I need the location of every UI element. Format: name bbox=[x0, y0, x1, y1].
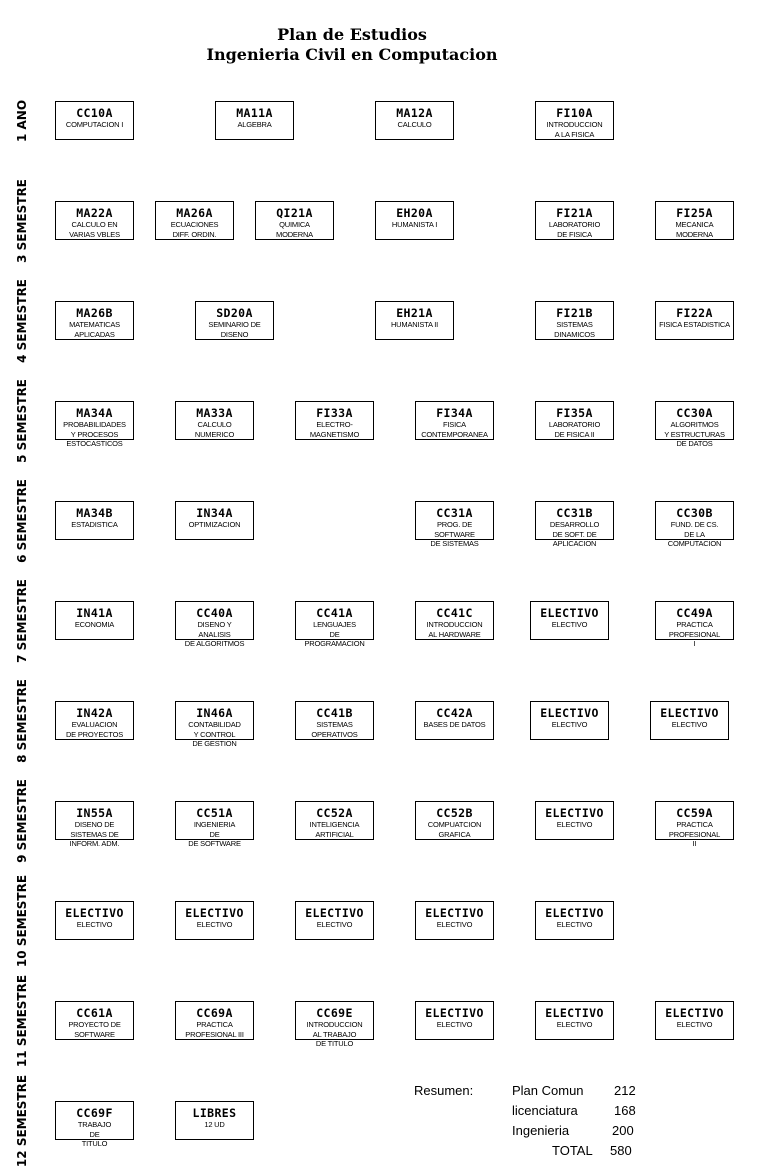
course-code: MA11A bbox=[236, 106, 273, 120]
course-code: MA22A bbox=[76, 206, 113, 220]
course-box bbox=[55, 1001, 134, 1040]
course-name: DESARROLLO DE SOFT. DE APLICACION bbox=[549, 520, 600, 548]
course-box bbox=[650, 701, 729, 740]
course-box bbox=[415, 501, 494, 548]
course-code: CC69E bbox=[316, 1006, 353, 1020]
course-name: MATEMATICAS APLICADAS bbox=[69, 320, 120, 339]
course-code: CC41A bbox=[316, 606, 353, 620]
course-name: ALGEBRA bbox=[237, 120, 272, 129]
course-name: LENGUAJES DE PROGRAMACION bbox=[304, 620, 365, 648]
course-name: ELECTIVO bbox=[676, 1020, 713, 1029]
course-box bbox=[535, 801, 614, 840]
course-code: ELECTIVO bbox=[545, 1006, 604, 1020]
course-name: ELECTRO- MAGNETISMO bbox=[309, 420, 360, 439]
course-box bbox=[55, 701, 134, 740]
course-code: ELECTIVO bbox=[65, 906, 124, 920]
course-name: TRABAJO DE TITULO bbox=[77, 1120, 112, 1148]
summary-label-ingenieria: Ingenieria bbox=[512, 1123, 570, 1138]
course-code: CC42A bbox=[436, 706, 473, 720]
row-label-text: 5 SEMESTRE bbox=[15, 379, 29, 463]
course-name: INTELIGENCIA ARTIFICIAL bbox=[309, 820, 360, 839]
course-name: LABORATORIO DE FISICA II bbox=[548, 420, 601, 439]
summary-label-total: TOTAL bbox=[552, 1143, 593, 1158]
row-label bbox=[0, 371, 44, 471]
course-code: ELECTIVO bbox=[545, 906, 604, 920]
course-name: ECONOMIA bbox=[74, 620, 115, 629]
course-code: CC52B bbox=[436, 806, 473, 820]
course-code: QI21A bbox=[276, 206, 313, 220]
course-code: CC61A bbox=[76, 1006, 113, 1020]
course-name: CALCULO bbox=[397, 120, 432, 129]
row-label-text: 1 ANO bbox=[15, 99, 29, 143]
course-box bbox=[535, 501, 614, 548]
course-box bbox=[175, 601, 254, 648]
course-name: ELECTIVO bbox=[556, 1020, 593, 1029]
row-label-text: 11 SEMESTRE bbox=[15, 974, 29, 1068]
course-code: FI33A bbox=[316, 406, 353, 420]
course-name: MECANICA MODERNA bbox=[675, 220, 714, 239]
course-box bbox=[55, 201, 134, 240]
summary-label-plan-comun: Plan Comun bbox=[512, 1083, 584, 1098]
course-box bbox=[175, 901, 254, 940]
course-name: PROG. DE SOFTWARE DE SISTEMAS bbox=[430, 520, 479, 548]
course-box bbox=[655, 601, 734, 648]
course-code: MA26A bbox=[176, 206, 213, 220]
row-label-text: 9 SEMESTRE bbox=[15, 779, 29, 863]
row-label bbox=[0, 771, 44, 871]
course-code: ELECTIVO bbox=[425, 906, 484, 920]
course-code: IN55A bbox=[76, 806, 113, 820]
course-code: MA34B bbox=[76, 506, 113, 520]
row-label-text: 7 SEMESTRE bbox=[15, 579, 29, 663]
course-code: CC49A bbox=[676, 606, 713, 620]
course-box bbox=[55, 401, 134, 448]
row-label-text: 12 SEMESTRE bbox=[15, 1074, 29, 1168]
row-label-text: 3 SEMESTRE bbox=[15, 179, 29, 263]
course-name: ALGORITMOS Y ESTRUCTURAS DE DATOS bbox=[664, 420, 725, 448]
course-code: CC41C bbox=[436, 606, 473, 620]
course-name: SISTEMAS DINAMICOS bbox=[554, 320, 595, 339]
course-name: ELECTIVO bbox=[556, 920, 593, 929]
row-label bbox=[0, 1071, 44, 1171]
course-box bbox=[295, 801, 374, 840]
row-label-text: 4 SEMESTRE bbox=[15, 279, 29, 363]
course-box bbox=[295, 1001, 374, 1048]
course-code: CC41B bbox=[316, 706, 353, 720]
course-name: PRACTICA PROFESIONAL I bbox=[668, 620, 721, 648]
course-name: PROBABILIDADES Y PROCESOS ESTOCASTICOS bbox=[63, 420, 126, 448]
course-code: CC10A bbox=[76, 106, 113, 120]
course-box bbox=[175, 701, 254, 748]
course-code: CC51A bbox=[196, 806, 233, 820]
course-box bbox=[375, 301, 454, 340]
course-code: EH21A bbox=[396, 306, 433, 320]
course-name: DISENO DE SISTEMAS DE INFORM. ADM. bbox=[69, 820, 120, 848]
course-box bbox=[55, 901, 134, 940]
course-code: IN34A bbox=[196, 506, 233, 520]
course-name: ELECTIVO bbox=[551, 620, 588, 629]
course-code: ELECTIVO bbox=[540, 706, 599, 720]
course-code: CC52A bbox=[316, 806, 353, 820]
course-name: 12 UD bbox=[204, 1120, 225, 1129]
course-name: OPTIMIZACION bbox=[188, 520, 241, 529]
course-code: CC31A bbox=[436, 506, 473, 520]
course-name: CONTABILIDAD Y CONTROL DE GESTION bbox=[188, 720, 241, 748]
course-box bbox=[295, 901, 374, 940]
course-code: ELECTIVO bbox=[305, 906, 364, 920]
course-name: ELECTIVO bbox=[551, 720, 588, 729]
row-label-text: 8 SEMESTRE bbox=[15, 679, 29, 763]
course-box bbox=[655, 301, 734, 340]
row-label bbox=[0, 971, 44, 1071]
course-name: ELECTIVO bbox=[316, 920, 353, 929]
course-code: SD20A bbox=[216, 306, 253, 320]
course-name: INTRODUCCION A LA FISICA bbox=[546, 120, 603, 139]
course-box bbox=[175, 401, 254, 440]
course-box bbox=[415, 801, 494, 840]
course-box bbox=[255, 201, 334, 240]
row-label bbox=[0, 671, 44, 771]
course-code: ELECTIVO bbox=[660, 706, 719, 720]
course-code: CC69F bbox=[76, 1106, 113, 1120]
course-name: CALCULO NUMERICO bbox=[194, 420, 235, 439]
course-name: PROYECTO DE SOFTWARE bbox=[68, 1020, 121, 1039]
course-code: CC30A bbox=[676, 406, 713, 420]
course-code: EH20A bbox=[396, 206, 433, 220]
course-code: IN42A bbox=[76, 706, 113, 720]
course-box bbox=[655, 201, 734, 240]
course-name: COMPUATCION GRAFICA bbox=[427, 820, 482, 839]
course-box bbox=[655, 501, 734, 548]
course-code: MA26B bbox=[76, 306, 113, 320]
course-code: ELECTIVO bbox=[425, 1006, 484, 1020]
course-box bbox=[535, 901, 614, 940]
course-box bbox=[55, 101, 134, 140]
course-box bbox=[55, 601, 134, 640]
course-code: MA33A bbox=[196, 406, 233, 420]
course-name: LABORATORIO DE FISICA bbox=[548, 220, 601, 239]
course-box bbox=[295, 401, 374, 440]
course-name: INTRODUCCION AL HARDWARE bbox=[426, 620, 483, 639]
course-code: FI35A bbox=[556, 406, 593, 420]
course-box bbox=[415, 401, 494, 440]
course-name: EVALUACION DE PROYECTOS bbox=[65, 720, 124, 739]
row-label bbox=[0, 171, 44, 271]
course-code: CC30B bbox=[676, 506, 713, 520]
course-box bbox=[535, 1001, 614, 1040]
course-box bbox=[55, 501, 134, 540]
course-box bbox=[215, 101, 294, 140]
course-box bbox=[530, 701, 609, 740]
course-name: ELECTIVO bbox=[556, 820, 593, 829]
summary-value-licenciatura: 168 bbox=[614, 1103, 636, 1118]
course-box bbox=[295, 601, 374, 648]
course-name: FISICA CONTEMPORANEA bbox=[421, 420, 488, 439]
course-name: PRACTICA PROFESIONAL III bbox=[185, 1020, 244, 1039]
course-code: FI21B bbox=[556, 306, 593, 320]
course-box bbox=[655, 401, 734, 448]
course-box bbox=[535, 201, 614, 240]
course-code: CC31B bbox=[556, 506, 593, 520]
summary-heading: Resumen: bbox=[414, 1083, 474, 1098]
course-name: ELECTIVO bbox=[671, 720, 708, 729]
course-code: CC69A bbox=[196, 1006, 233, 1020]
row-label bbox=[0, 71, 44, 171]
course-name: PRACTICA PROFESIONAL II bbox=[668, 820, 721, 848]
course-code: FI34A bbox=[436, 406, 473, 420]
course-name: SISTEMAS OPERATIVOS bbox=[311, 720, 358, 739]
course-name: INGENIERIA DE DE SOFTWARE bbox=[188, 820, 241, 848]
course-box bbox=[535, 101, 614, 140]
course-box bbox=[415, 701, 494, 740]
course-name: FISICA ESTADISTICA bbox=[659, 320, 730, 329]
summary-value-total: 580 bbox=[610, 1143, 632, 1158]
summary-label-licenciatura: licenciatura bbox=[512, 1103, 578, 1118]
row-label bbox=[0, 871, 44, 971]
course-code: IN46A bbox=[196, 706, 233, 720]
course-box bbox=[175, 1001, 254, 1040]
row-label bbox=[0, 571, 44, 671]
course-code: MA34A bbox=[76, 406, 113, 420]
course-name: INTRODUCCION AL TRABAJO DE TITULO bbox=[306, 1020, 363, 1048]
course-box bbox=[375, 201, 454, 240]
course-code: ELECTIVO bbox=[540, 606, 599, 620]
course-box bbox=[415, 1001, 494, 1040]
course-code: ELECTIVO bbox=[545, 806, 604, 820]
course-name: CALCULO EN VARIAS VBLES bbox=[69, 220, 120, 239]
course-name: DISENO Y ANALISIS DE ALGORITMOS bbox=[184, 620, 245, 648]
course-box bbox=[55, 1101, 134, 1148]
course-box bbox=[415, 601, 494, 640]
course-name: ELECTIVO bbox=[436, 1020, 473, 1029]
course-name: HUMANISTA II bbox=[390, 320, 439, 329]
course-box bbox=[295, 701, 374, 740]
course-box bbox=[655, 801, 734, 848]
page-title: Plan de Estudios bbox=[277, 25, 427, 44]
course-code: ELECTIVO bbox=[665, 1006, 724, 1020]
course-name: HUMANISTA I bbox=[391, 220, 438, 229]
course-box bbox=[175, 801, 254, 848]
course-name: ECUACIONES DIFF. ORDIN. bbox=[170, 220, 219, 239]
course-name: COMPUTACION I bbox=[65, 120, 124, 129]
course-box bbox=[155, 201, 234, 240]
page-subtitle: Ingenieria Civil en Computacion bbox=[206, 45, 498, 64]
course-box bbox=[175, 1101, 254, 1140]
course-code: FI10A bbox=[556, 106, 593, 120]
course-code: FI22A bbox=[676, 306, 713, 320]
row-label-text: 10 SEMESTRE bbox=[15, 874, 29, 968]
course-box bbox=[55, 301, 134, 340]
course-name: BASES DE DATOS bbox=[423, 720, 486, 729]
course-box bbox=[55, 801, 134, 848]
course-name: ELECTIVO bbox=[76, 920, 113, 929]
course-name: ESTADISTICA bbox=[71, 520, 118, 529]
row-label-text: 6 SEMESTRE bbox=[15, 479, 29, 563]
course-box bbox=[375, 101, 454, 140]
course-code: CC59A bbox=[676, 806, 713, 820]
course-code: LIBRES bbox=[192, 1106, 237, 1120]
course-name: ELECTIVO bbox=[196, 920, 233, 929]
course-box bbox=[175, 501, 254, 540]
summary-value-ingenieria: 200 bbox=[612, 1123, 634, 1138]
course-code: CC40A bbox=[196, 606, 233, 620]
course-box bbox=[415, 901, 494, 940]
course-name: ELECTIVO bbox=[436, 920, 473, 929]
row-label bbox=[0, 471, 44, 571]
course-box bbox=[655, 1001, 734, 1040]
summary-value-plan-comun: 212 bbox=[614, 1083, 636, 1098]
course-name: FUND. DE CS. DE LA COMPUTACION bbox=[667, 520, 722, 548]
row-label bbox=[0, 271, 44, 371]
course-code: IN41A bbox=[76, 606, 113, 620]
course-box bbox=[195, 301, 274, 340]
course-code: FI21A bbox=[556, 206, 593, 220]
course-code: MA12A bbox=[396, 106, 433, 120]
course-name: SEMINARIO DE DISENO bbox=[208, 320, 261, 339]
course-box bbox=[535, 401, 614, 440]
course-code: ELECTIVO bbox=[185, 906, 244, 920]
course-code: FI25A bbox=[676, 206, 713, 220]
course-box bbox=[530, 601, 609, 640]
course-box bbox=[535, 301, 614, 340]
course-name: QUIMICA MODERNA bbox=[276, 220, 313, 239]
